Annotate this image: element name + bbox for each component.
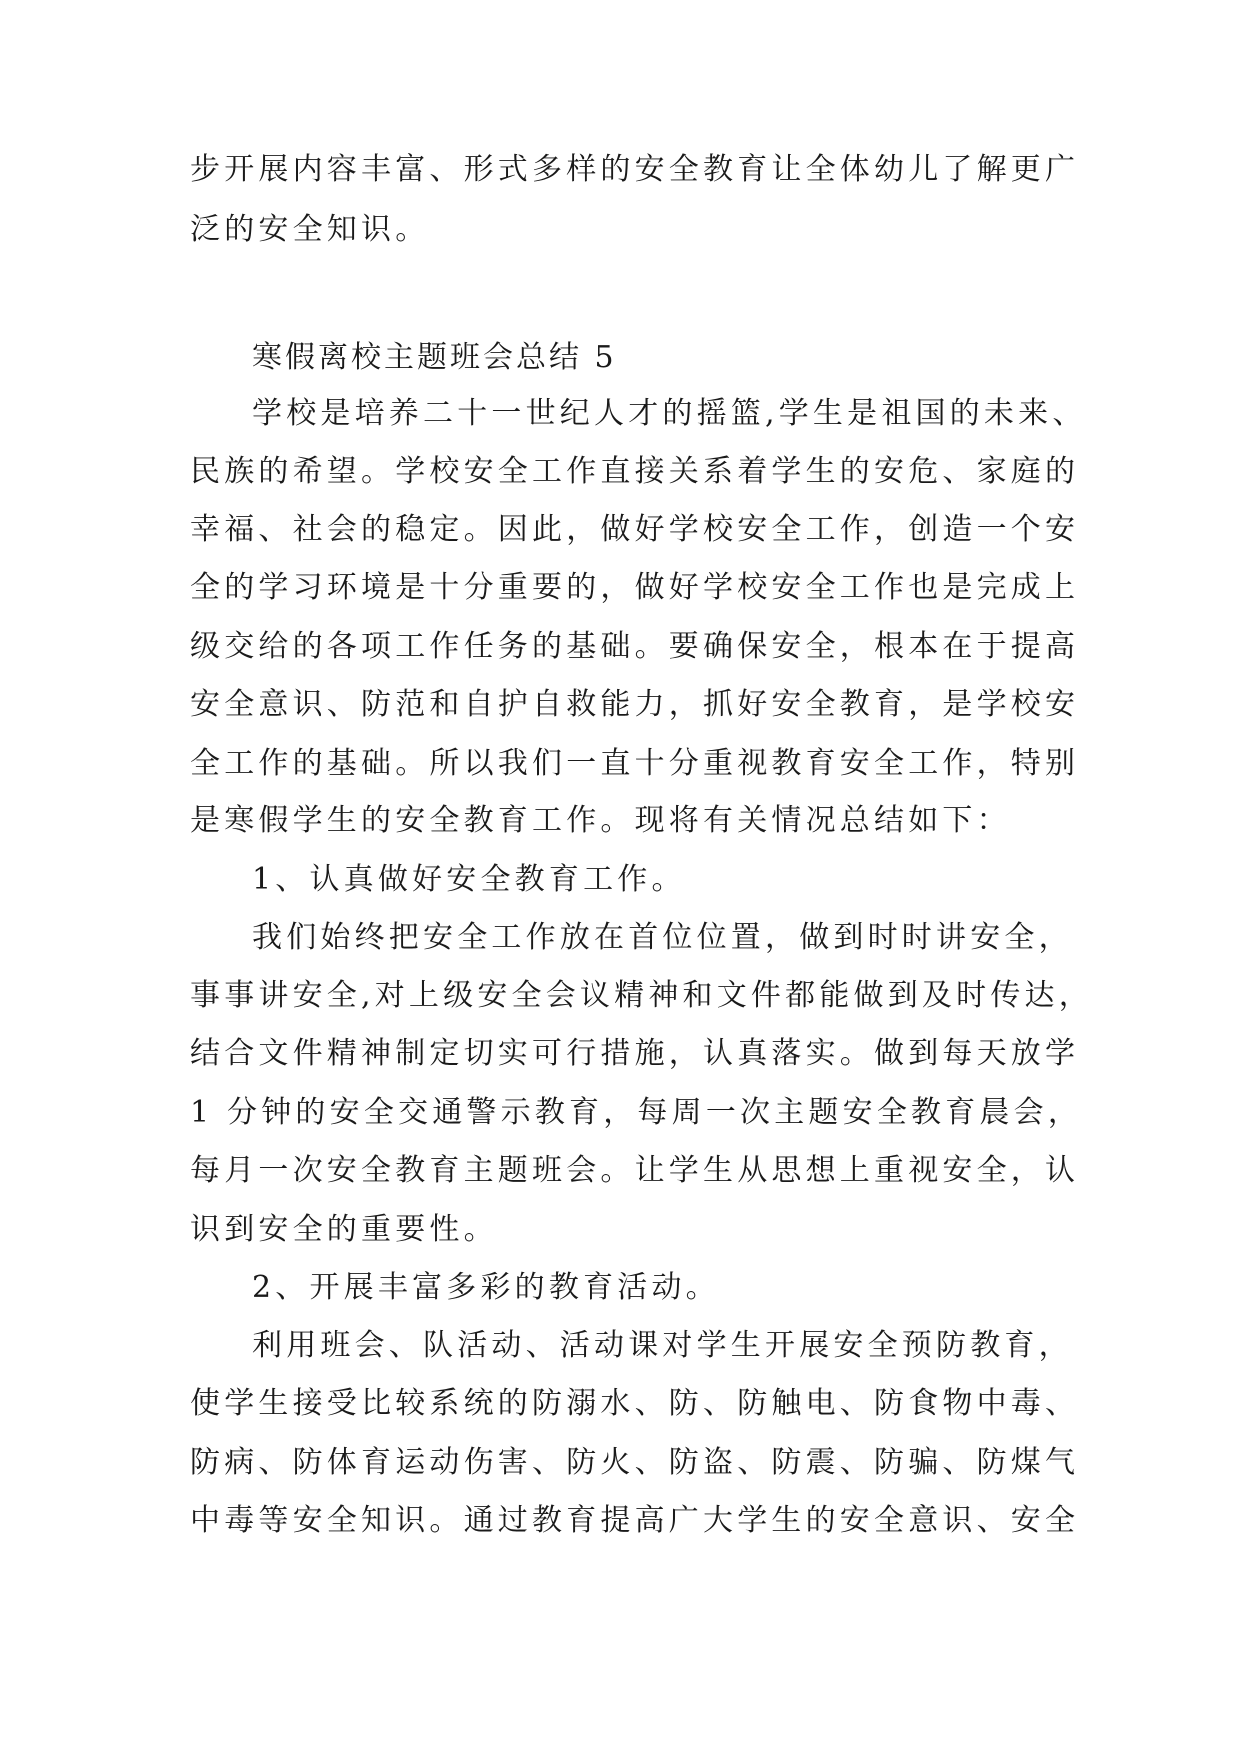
text-line: 步开展内容丰富、形式多样的安全教育让全体幼儿了解更广: [190, 152, 1080, 187]
text-line: 每月一次安全教育主题班会。让学生从思想上重视安全，认: [190, 1153, 1080, 1188]
text-line: 民族的希望。学校安全工作直接关系着学生的安危、家庭的: [190, 454, 1080, 489]
section-heading: 寒假离校主题班会总结 5: [252, 340, 617, 375]
text-line: 安全意识、防范和自护自救能力，抓好安全教育，是学校安: [190, 687, 1080, 722]
paragraph-first-line: 利用班会、队活动、活动课对学生开展安全预防教育，: [252, 1328, 1073, 1363]
numbered-heading-1: 1、认真做好安全教育工作。: [252, 862, 686, 897]
numbered-heading-2: 2、开展丰富多彩的教育活动。: [252, 1270, 720, 1305]
text-line: 结合文件精神制定切实可行措施，认真落实。做到每天放学: [190, 1036, 1080, 1071]
text-line: 级交给的各项工作任务的基础。要确保安全，根本在于提高: [190, 629, 1080, 664]
text-line: 全工作的基础。所以我们一直十分重视教育安全工作，特别: [190, 746, 1080, 781]
text-line: 1 分钟的安全交通警示教育，每周一次主题安全教育晨会，: [190, 1095, 1083, 1130]
text-line: 使学生接受比较系统的防溺水、防、防触电、防食物中毒、: [190, 1386, 1080, 1421]
text-line: 是寒假学生的安全教育工作。现将有关情况总结如下：: [190, 803, 1011, 838]
text-line: 事事讲安全,对上级安全会议精神和文件都能做到及时传达，: [190, 978, 1093, 1013]
text-line: 全的学习环境是十分重要的，做好学校安全工作也是完成上: [190, 570, 1080, 605]
paragraph-first-line: 学校是培养二十一世纪人才的摇篮,学生是祖国的未来、: [252, 396, 1087, 431]
text-line: 识到安全的重要性。: [190, 1212, 498, 1247]
text-line: 幸福、社会的稳定。因此，做好学校安全工作，创造一个安: [190, 512, 1080, 547]
paragraph-first-line: 我们始终把安全工作放在首位位置，做到时时讲安全，: [252, 920, 1073, 955]
text-line: 中毒等安全知识。通过教育提高广大学生的安全意识、安全: [190, 1503, 1080, 1538]
text-line: 泛的安全知识。: [190, 212, 430, 247]
text-line: 防病、防体育运动伤害、防火、防盗、防震、防骗、防煤气: [190, 1445, 1080, 1480]
